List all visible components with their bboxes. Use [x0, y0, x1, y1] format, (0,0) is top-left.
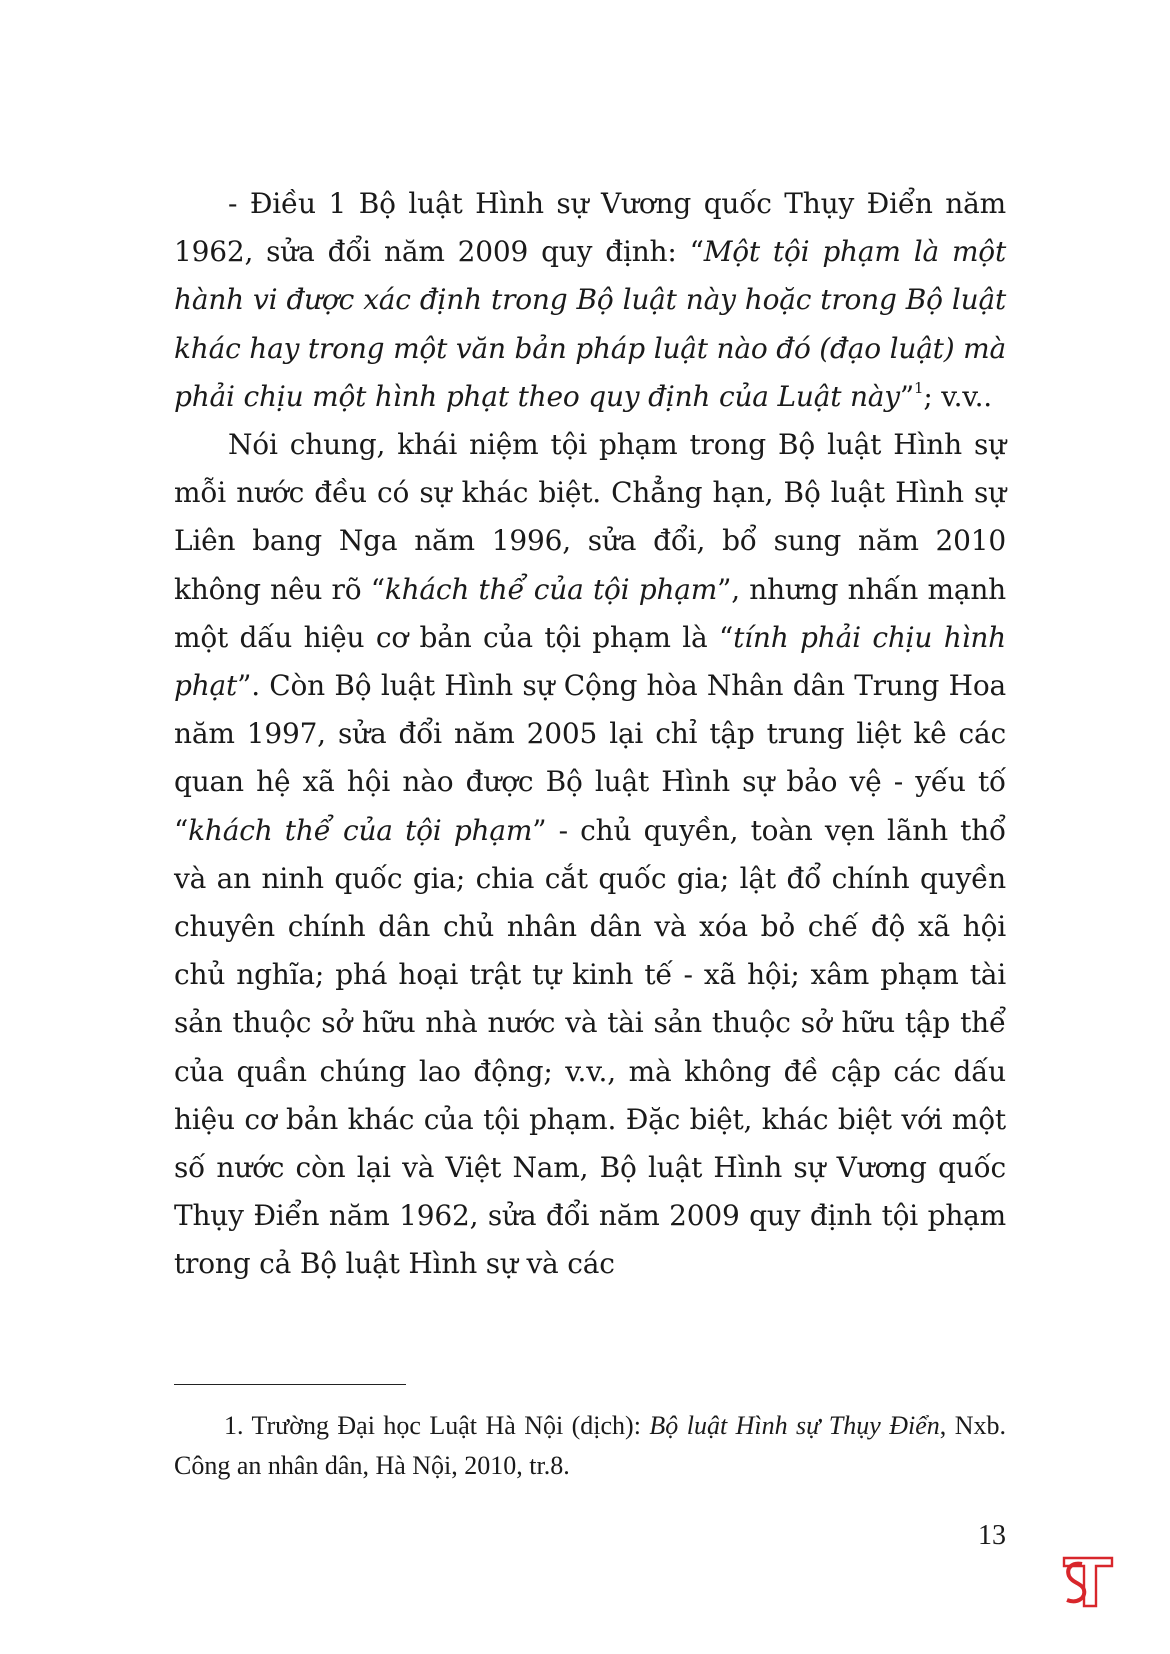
footnote-book-title: Bộ luật Hình sự Thụy Điển [649, 1411, 940, 1440]
paragraph-1 [174, 180, 1006, 421]
footnote-tail: , Nxb. Công an nhân dân, Hà Nội, 2010, tr.8. [174, 1411, 1007, 1480]
page-number: 13 [978, 1520, 1006, 1551]
italic-term-3: khách thể của tội phạm [188, 813, 533, 847]
quoted-definition: Một tội phạm là một hành vi được xác định trong Bộ luật này hoặc trong Bộ luật khác hay trong một văn bản pháp luật nào đó (đạo luật) mà phải chịu một hình phạt theo quy định của Luật này [174, 235, 1007, 413]
paragraph-1-lead: - Điều 1 Bộ luật Hình sự Vương quốc Thụy Điển năm 1962, sửa đổi năm 2009 quy định: “ [174, 187, 1006, 269]
italic-term-2: tính phải chịu hình phạt [174, 620, 1006, 703]
paragraph-2-text-3: ”. Còn Bộ luật Hình sự Cộng hòa Nhân dân Trung Hoa năm 1997, sửa đổi năm 2005 lại chỉ tập trung liệt kê các quan hệ xã hội nào được Bộ luật Hình sự bảo vệ - yếu tố “ [174, 669, 1006, 847]
main-text [174, 180, 1006, 1289]
footnote-lead: 1. Trường Đại học Luật Hà Nội (dịch): [224, 1411, 650, 1440]
italic-term-1: khách thể của tội phạm [384, 572, 718, 606]
paragraph-2 [174, 421, 1006, 1289]
paragraph-2-text-2: ”, nhưng nhấn mạnh một dấu hiệu cơ bản của tội phạm là “ [174, 572, 1006, 654]
paragraph-2-text-4: ” - chủ quyền, toàn vẹn lãnh thổ và an ninh quốc gia; chia cắt quốc gia; lật đổ chính quyền chuyên chính dân chủ nhân dân và xóa bỏ chế độ xã hội chủ nghĩa; phá hoại trật tự kinh tế - xã hội; xâm phạm tài sản thuộc sở hữu nhà nước và tài sản thuộc sở hữu tập thể của quần chúng lao động; v.v., mà không đề cập các dấu hiệu cơ bản khác của tội phạm. Đặc biệt, khác biệt với một số nước còn lại và Việt Nam, Bộ luật Hình sự Vương quốc Thụy Điển năm 1962, sửa đổi năm 2009 quy định tội phạm trong cả Bộ luật Hình sự và các [174, 813, 1006, 1281]
footnote [174, 1406, 1006, 1486]
st-logo-icon [1062, 1556, 1114, 1610]
paragraph-1-tail: ; v.v.. [923, 379, 992, 413]
paragraph-2-text-1: Nói chung, khái niệm tội phạm trong Bộ luật Hình sự mỗi nước đều có sự khác biệt. Chẳng hạn, Bộ luật Hình sự Liên bang Nga năm 1996, sửa đổi, bổ sung năm 2010 không nêu rõ “ [174, 428, 1006, 606]
footnote-reference[interactable]: 1 [914, 378, 924, 397]
closing-quote: ” [899, 379, 915, 413]
footnote-divider [174, 1384, 406, 1385]
footnote-1 [174, 1406, 1006, 1486]
